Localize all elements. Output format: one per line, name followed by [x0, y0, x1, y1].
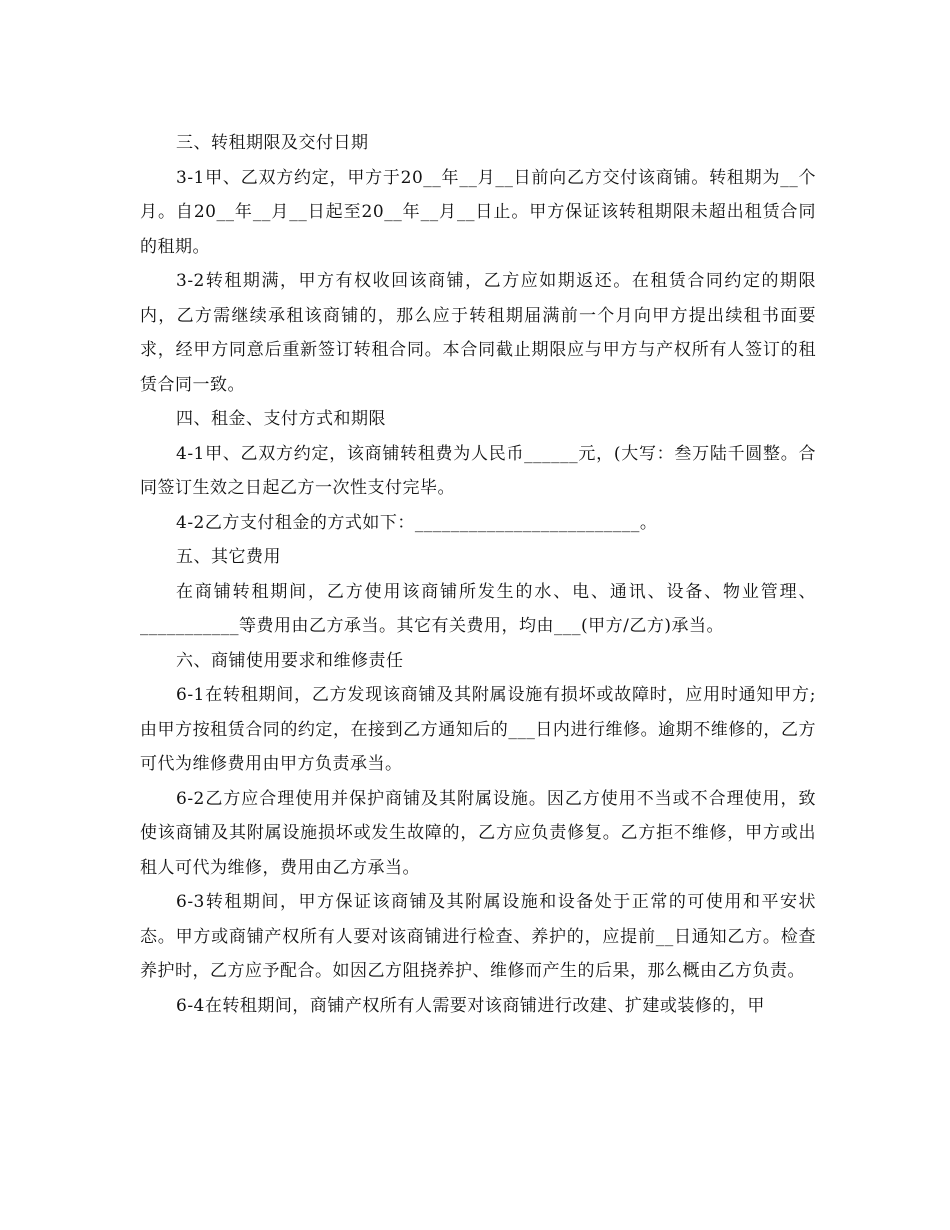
document-page	[140, 126, 816, 1023]
section-heading-4: 四、租金、支付方式和期限	[176, 409, 386, 429]
section-heading-3: 三、转租期限及交付日期	[176, 133, 369, 153]
section-heading-6: 六、商铺使用要求和维修责任	[176, 650, 404, 671]
clause-5-body: 在商铺转租期间，乙方使用该商铺所发生的水、电、通讯、设备、物业管理、___________等费用由乙方承当。其它有关费用，均由___(甲方/乙方)承当。	[140, 581, 816, 636]
clause-3-2: 3-2转租期满，甲方有权收回该商铺，乙方应如期返还。在租赁合同约定的期限内，乙方需继续承租该商铺的，那么应于转租期届满前一个月向甲方提出续租书面要求，经甲方同意后重新签订转租合同。本合同截止期限应与甲方与产权所有人签订的租赁合同一致。	[140, 271, 816, 395]
clause-4-1: 4-1甲、乙双方约定，该商铺转租费为人民币______元，(大写：叁万陆千圆整。合同签订生效之日起乙方一次性支付完毕。	[140, 443, 816, 498]
clause-6-2: 6-2乙方应合理使用并保护商铺及其附属设施。因乙方使用不当或不合理使用，致使该商铺及其附属设施损坏或发生故障的，乙方应负责修复。乙方拒不维修，甲方或出租人可代为维修，费用由乙方承当。	[140, 788, 816, 878]
clause-6-4: 6-4在转租期间，商铺产权所有人需要对该商铺进行改建、扩建或装修的，甲	[176, 995, 765, 1016]
clause-6-1: 6-1在转租期间，乙方发现该商铺及其附属设施有损坏或故障时，应用时通知甲方;由甲方按租赁合同的约定，在接到乙方通知后的___日内进行维修。逾期不维修的，乙方可代为维修费用由甲方负责承当。	[140, 685, 816, 774]
clause-6-3: 6-3转租期间，甲方保证该商铺及其附属设施和设备处于正常的可使用和平安状态。甲方或商铺产权所有人要对该商铺进行检查、养护的，应提前__日通知乙方。检查养护时，乙方应予配合。如因乙方阻挠养护、维修而产生的后果，那么概由乙方负责。	[140, 892, 816, 981]
clause-3-1: 3-1甲、乙双方约定，甲方于20__年__月__日前向乙方交付该商铺。转租期为__个月。自20__年__月__日起至20__年__月__日止。甲方保证该转租期限未超出租赁合同的租期。	[140, 167, 816, 257]
clause-4-2: 4-2乙方支付租金的方式如下：_________________________。	[176, 512, 658, 533]
section-heading-5: 五、其它费用	[176, 547, 281, 567]
